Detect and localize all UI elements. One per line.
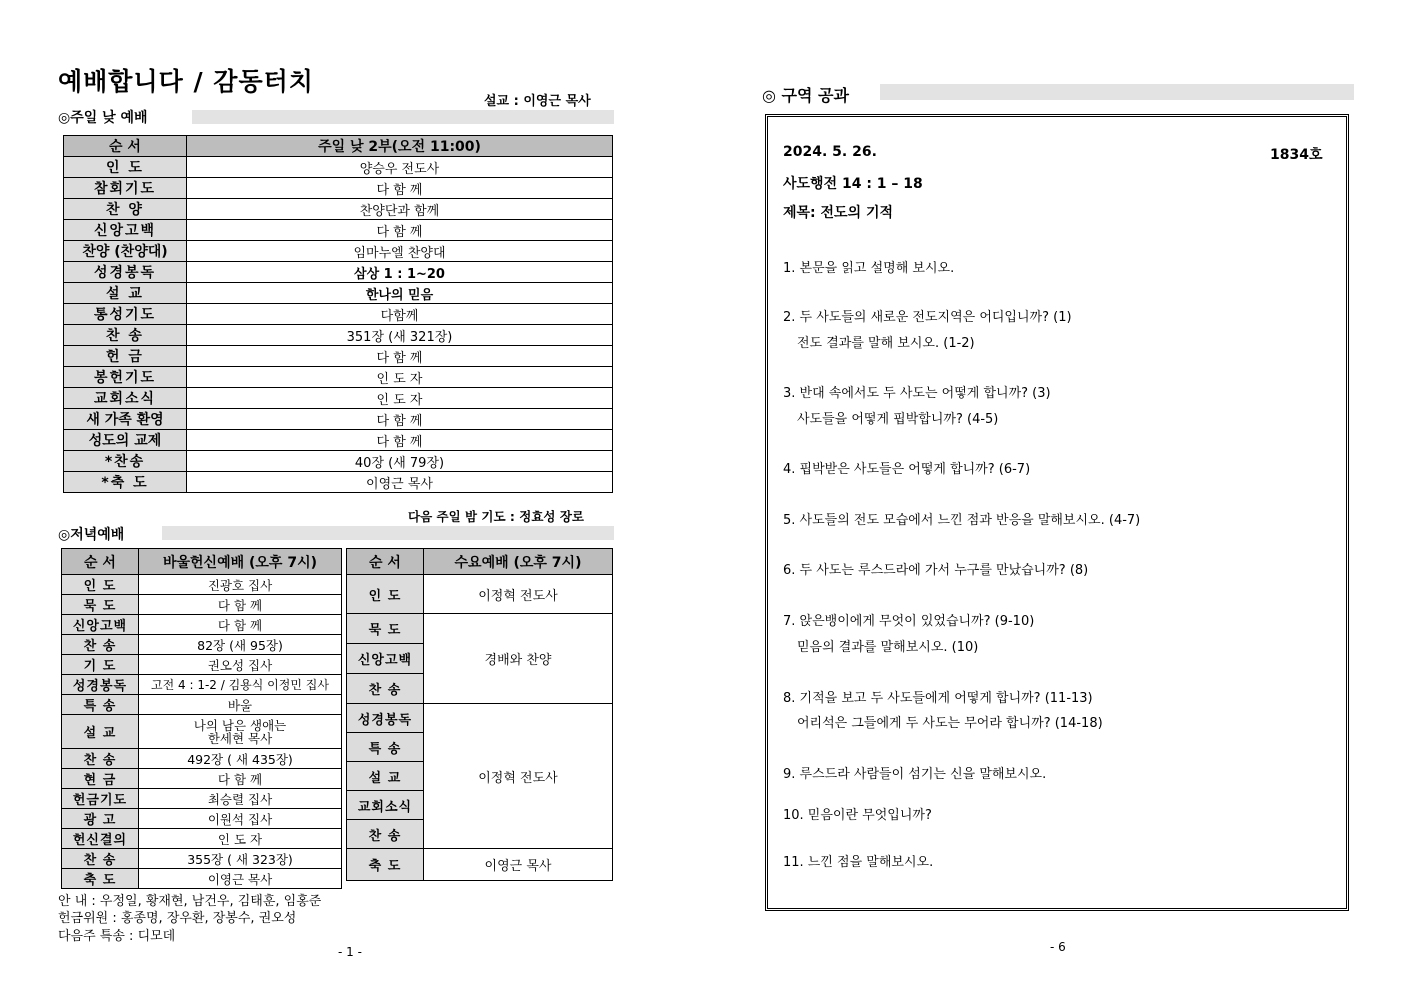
order-value: 양승우 전도사: [187, 157, 613, 178]
order-label: 봉헌기도: [64, 367, 187, 388]
order-label: 찬양 (찬양대): [64, 241, 187, 262]
order-value: 인 도 자: [139, 829, 342, 849]
order-value: 찬양단과 함께: [187, 199, 613, 220]
sermon-title: 한나의 믿음: [187, 283, 613, 304]
order-value: 다 함 께: [187, 178, 613, 199]
order-value: 이영근 목사: [139, 869, 342, 889]
sermon-title: 나의 남은 생애는: [193, 717, 287, 733]
question-7-sub: 믿음의 결과를 말해보시오. (10): [797, 640, 979, 655]
order-label: *축 도: [64, 472, 187, 493]
order-label: 묵 도: [347, 614, 424, 644]
table-row: [64, 178, 613, 199]
order-value: 삼상 1 : 1~20: [187, 262, 613, 283]
question-1: 1. 본문을 읽고 설명해 보시오.: [783, 261, 955, 276]
order-value: 다 함 께: [187, 430, 613, 451]
order-label: 새 가족 환영: [64, 409, 187, 430]
order-label: 성경봉독: [64, 262, 187, 283]
order-value: 인 도 자: [187, 388, 613, 409]
study-section-bar: [880, 84, 1354, 100]
footer-ushers: 안 내 : 우정일, 황재현, 남건우, 김태훈, 임홍준: [58, 894, 322, 909]
study-issue-number: 1834호: [1270, 147, 1323, 163]
question-10: 10. 믿음이란 무엇입니까?: [783, 808, 932, 823]
table-row: [64, 451, 613, 472]
table-row: [62, 695, 342, 715]
table-row: [62, 655, 342, 675]
table-row: [62, 635, 342, 655]
table-row: [62, 615, 342, 635]
order-label: 찬 양: [64, 199, 187, 220]
order-value: 다 함 께: [187, 346, 613, 367]
study-section-title: ◎ 구역 공과: [762, 86, 849, 105]
order-label: 찬 송: [62, 635, 139, 655]
order-label: 헌신결의: [62, 829, 139, 849]
order-label: 성경봉독: [347, 704, 424, 733]
sunday-order-table: [63, 135, 613, 493]
order-label: 찬 송: [347, 820, 424, 849]
table-row: [64, 157, 613, 178]
sunday-header-order: 순 서: [64, 136, 187, 157]
order-label: 교회소식: [64, 388, 187, 409]
table-row: [62, 849, 342, 869]
sermon-preacher: 한세현 목사: [207, 730, 273, 746]
question-5: 5. 사도들의 전도 모습에서 느낀 점과 반응을 말해보시오. (4-7): [783, 513, 1141, 528]
question-4: 4. 핍박받은 사도들은 어떻게 합니까? (6-7): [783, 462, 1031, 477]
order-value: 권오성 집사: [139, 655, 342, 675]
order-value: [139, 715, 342, 749]
order-label: 신앙고백: [347, 644, 424, 674]
order-label: 헌 금: [64, 346, 187, 367]
evening-left-header-order: 순 서: [62, 549, 139, 575]
order-value: 40장 (새 79장): [187, 451, 613, 472]
evening-right-header-order: 순 서: [347, 549, 424, 575]
table-row: [62, 809, 342, 829]
table-row: [64, 283, 613, 304]
footer-offering-committee: 헌금위원 : 홍종명, 장우환, 장봉수, 권오성: [58, 911, 297, 926]
order-value: 다 함 께: [187, 409, 613, 430]
table-row: [62, 789, 342, 809]
order-value: 다 함 께: [139, 595, 342, 615]
question-3-sub: 사도들을 어떻게 핍박합니까? (4-5): [797, 412, 999, 427]
table-row: [62, 675, 342, 695]
order-label: 신앙고백: [64, 220, 187, 241]
order-value: 492장 ( 새 435장): [139, 749, 342, 769]
order-label: *찬송: [64, 451, 187, 472]
order-value: 이영근 목사: [424, 849, 613, 881]
page-number-right: - 6: [1050, 940, 1066, 954]
question-8: 8. 기적을 보고 두 사도들에게 어떻게 합니까? (11-13): [783, 691, 1093, 706]
order-value: 이영근 목사: [187, 472, 613, 493]
order-value: 이원석 집사: [139, 809, 342, 829]
order-label: 인 도: [347, 575, 424, 614]
table-row: [347, 575, 613, 614]
order-label: 찬 송: [62, 749, 139, 769]
table-row: [64, 199, 613, 220]
order-label: 설 교: [62, 715, 139, 749]
order-label: 성경봉독: [62, 675, 139, 695]
evening-section-title: ◎저녁예배: [58, 527, 125, 543]
sunday-section-title: ◎주일 낮 예배: [58, 110, 148, 126]
order-label: 설 교: [64, 283, 187, 304]
order-value: 351장 (새 321장): [187, 325, 613, 346]
order-value: 고전 4 : 1-2 / 김용식 이정민 집사: [139, 675, 342, 695]
order-value: 바울: [139, 695, 342, 715]
table-row: [64, 472, 613, 493]
order-label: 인 도: [62, 575, 139, 595]
order-value: 경배와 찬양: [424, 614, 613, 704]
evening-right-header: [347, 549, 613, 575]
order-value: 이정혁 전도사: [424, 575, 613, 614]
question-2-sub: 전도 결과를 말해 보시오. (1-2): [797, 336, 975, 351]
table-row: [347, 704, 613, 733]
order-label: 기 도: [62, 655, 139, 675]
order-value: 이정혁 전도사: [424, 704, 613, 849]
order-value: 인 도 자: [187, 367, 613, 388]
order-value: 최승렬 집사: [139, 789, 342, 809]
order-value: 진광호 집사: [139, 575, 342, 595]
table-row: [64, 367, 613, 388]
order-label: 통성기도: [64, 304, 187, 325]
order-label: 성도의 교제: [64, 430, 187, 451]
order-label: 현 금: [62, 769, 139, 789]
order-label: 헌금기도: [62, 789, 139, 809]
sunday-section-bar: [192, 110, 614, 124]
order-label: 교회소식: [347, 791, 424, 820]
order-label: 특 송: [62, 695, 139, 715]
order-label: 신앙고백: [62, 615, 139, 635]
table-row: [62, 829, 342, 849]
study-subject: 제목: 전도의 기적: [783, 205, 894, 221]
table-row: [64, 325, 613, 346]
preacher-line: 설교 : 이영근 목사: [484, 94, 591, 109]
order-label: 광 고: [62, 809, 139, 829]
study-date: 2024. 5. 26.: [783, 144, 877, 160]
next-prayer-note: 다음 주일 밤 기도 : 정효성 장로: [408, 509, 585, 524]
table-row: [62, 595, 342, 615]
order-label: 찬 송: [62, 849, 139, 869]
order-label: 축 도: [347, 849, 424, 881]
table-row: [64, 262, 613, 283]
order-label: 찬 송: [347, 674, 424, 704]
evening-left-header-service: 바울헌신예배 (오후 7시): [139, 549, 342, 575]
order-label: 찬 송: [64, 325, 187, 346]
table-row: [64, 304, 613, 325]
table-row: [62, 575, 342, 595]
table-row: [62, 769, 342, 789]
evening-left-header: [62, 549, 342, 575]
evening-section-bar: [162, 526, 614, 540]
table-row: [62, 715, 342, 749]
order-label: 축 도: [62, 869, 139, 889]
question-6: 6. 두 사도는 루스드라에 가서 누구를 만났습니까? (8): [783, 563, 1089, 578]
page-title: 예배합니다 / 감동터치: [58, 67, 314, 96]
order-label: 묵 도: [62, 595, 139, 615]
evening-right-table: [346, 548, 613, 881]
table-row: [64, 346, 613, 367]
page-number-left: - 1 -: [338, 945, 362, 959]
order-label: 인 도: [64, 157, 187, 178]
question-2: 2. 두 사도들의 새로운 전도지역은 어디입니까? (1): [783, 310, 1072, 325]
order-label: 참회기도: [64, 178, 187, 199]
evening-right-header-service: 수요예배 (오후 7시): [424, 549, 613, 575]
table-row: [64, 388, 613, 409]
question-9: 9. 루스드라 사람들이 섬기는 신을 말해보시오.: [783, 767, 1047, 782]
question-3: 3. 반대 속에서도 두 사도는 어떻게 합니까? (3): [783, 386, 1051, 401]
table-row: [64, 409, 613, 430]
table-row: [62, 869, 342, 889]
table-row: [62, 749, 342, 769]
order-value: 다함께: [187, 304, 613, 325]
table-row: [64, 430, 613, 451]
sunday-header-service: 주일 낮 2부(오전 11:00): [187, 136, 613, 157]
question-7: 7. 앉은뱅이에게 무엇이 있었습니까? (9-10): [783, 614, 1035, 629]
table-row: [64, 220, 613, 241]
table-row: [347, 849, 613, 881]
order-value: 355장 ( 새 323장): [139, 849, 342, 869]
footer-next-special-song: 다음주 특송 : 디모데: [58, 929, 176, 944]
question-8-sub: 어리석은 그들에게 두 사도는 무어라 합니까? (14-18): [797, 716, 1103, 731]
order-value: 다 함 께: [139, 769, 342, 789]
study-reference: 사도행전 14 : 1 – 18: [783, 176, 923, 192]
order-label: 설 교: [347, 762, 424, 791]
order-value: 임마누엘 찬양대: [187, 241, 613, 262]
table-row: [347, 614, 613, 644]
evening-left-table: [61, 548, 342, 889]
order-label: 특 송: [347, 733, 424, 762]
question-11: 11. 느낀 점을 말해보시오.: [783, 855, 934, 870]
sunday-header-row: [64, 136, 613, 157]
order-value: 다 함 께: [187, 220, 613, 241]
order-value: 82장 (새 95장): [139, 635, 342, 655]
table-row: [64, 241, 613, 262]
order-value: 다 함 께: [139, 615, 342, 635]
